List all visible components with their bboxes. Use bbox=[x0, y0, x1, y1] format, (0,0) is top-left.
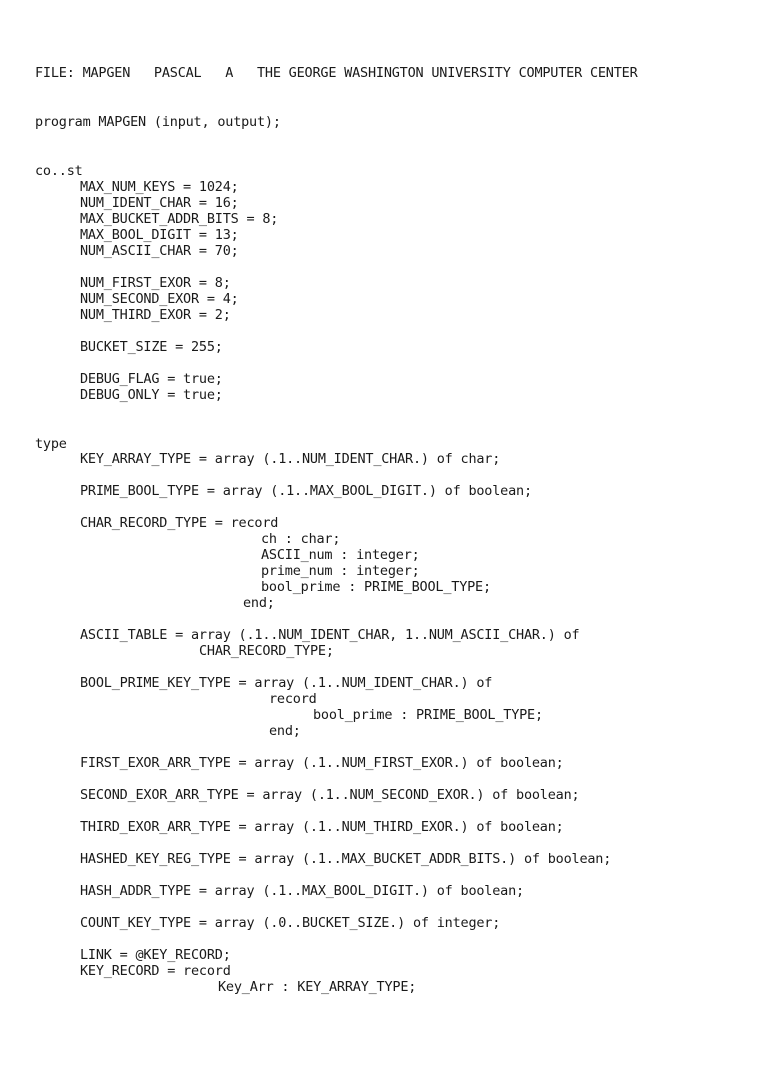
type-line: CHAR_RECORD_TYPE = record bbox=[80, 515, 279, 531]
const-line: MAX_NUM_KEYS = 1024; bbox=[80, 179, 239, 195]
type-line: THIRD_EXOR_ARR_TYPE = array (.1..NUM_THIRD_EXOR.) of boolean; bbox=[80, 819, 564, 835]
type-line: end; bbox=[243, 595, 275, 611]
type-line: FIRST_EXOR_ARR_TYPE = array (.1..NUM_FIRST_EXOR.) of boolean; bbox=[80, 755, 564, 771]
const-keyword: co..st bbox=[35, 163, 83, 179]
const-line: NUM_FIRST_EXOR = 8; bbox=[80, 275, 231, 291]
const-line: DEBUG_FLAG = true; bbox=[80, 371, 223, 387]
type-line: ch : char; bbox=[261, 531, 341, 547]
const-line: MAX_BUCKET_ADDR_BITS = 8; bbox=[80, 211, 279, 227]
type-line: CHAR_RECORD_TYPE; bbox=[199, 643, 334, 659]
type-line: PRIME_BOOL_TYPE = array (.1..MAX_BOOL_DIGIT.) of boolean; bbox=[80, 483, 532, 499]
const-line: NUM_ASCII_CHAR = 70; bbox=[80, 243, 239, 259]
type-keyword: type bbox=[35, 436, 67, 452]
type-line: prime_num : integer; bbox=[261, 563, 420, 579]
type-line: LINK = @KEY_RECORD; bbox=[80, 947, 231, 963]
program-declaration: program MAPGEN (input, output); bbox=[35, 114, 281, 130]
type-line: COUNT_KEY_TYPE = array (.0..BUCKET_SIZE.) of integer; bbox=[80, 915, 501, 931]
type-line: record bbox=[269, 691, 317, 707]
type-line: end; bbox=[269, 723, 301, 739]
const-line: BUCKET_SIZE = 255; bbox=[80, 339, 223, 355]
type-line: ASCII_TABLE = array (.1..NUM_IDENT_CHAR, 1..NUM_ASCII_CHAR.) of bbox=[80, 627, 580, 643]
const-line: NUM_IDENT_CHAR = 16; bbox=[80, 195, 239, 211]
type-line: Key_Arr : KEY_ARRAY_TYPE; bbox=[218, 979, 417, 995]
type-line: SECOND_EXOR_ARR_TYPE = array (.1..NUM_SECOND_EXOR.) of boolean; bbox=[80, 787, 580, 803]
type-line: ASCII_num : integer; bbox=[261, 547, 420, 563]
type-line: bool_prime : PRIME_BOOL_TYPE; bbox=[261, 579, 491, 595]
type-line: BOOL_PRIME_KEY_TYPE = array (.1..NUM_IDENT_CHAR.) of bbox=[80, 675, 493, 691]
type-line: HASHED_KEY_REG_TYPE = array (.1..MAX_BUCKET_ADDR_BITS.) of boolean; bbox=[80, 851, 612, 867]
file-header: FILE: MAPGEN PASCAL A THE GEORGE WASHINGTON UNIVERSITY COMPUTER CENTER bbox=[35, 65, 638, 81]
const-line: DEBUG_ONLY = true; bbox=[80, 387, 223, 403]
type-line: HASH_ADDR_TYPE = array (.1..MAX_BOOL_DIGIT.) of boolean; bbox=[80, 883, 524, 899]
type-line: bool_prime : PRIME_BOOL_TYPE; bbox=[313, 707, 543, 723]
const-line: NUM_THIRD_EXOR = 2; bbox=[80, 307, 231, 323]
type-line: KEY_RECORD = record bbox=[80, 963, 231, 979]
type-line: KEY_ARRAY_TYPE = array (.1..NUM_IDENT_CHAR.) of char; bbox=[80, 451, 501, 467]
const-line: MAX_BOOL_DIGIT = 13; bbox=[80, 227, 239, 243]
const-line: NUM_SECOND_EXOR = 4; bbox=[80, 291, 239, 307]
